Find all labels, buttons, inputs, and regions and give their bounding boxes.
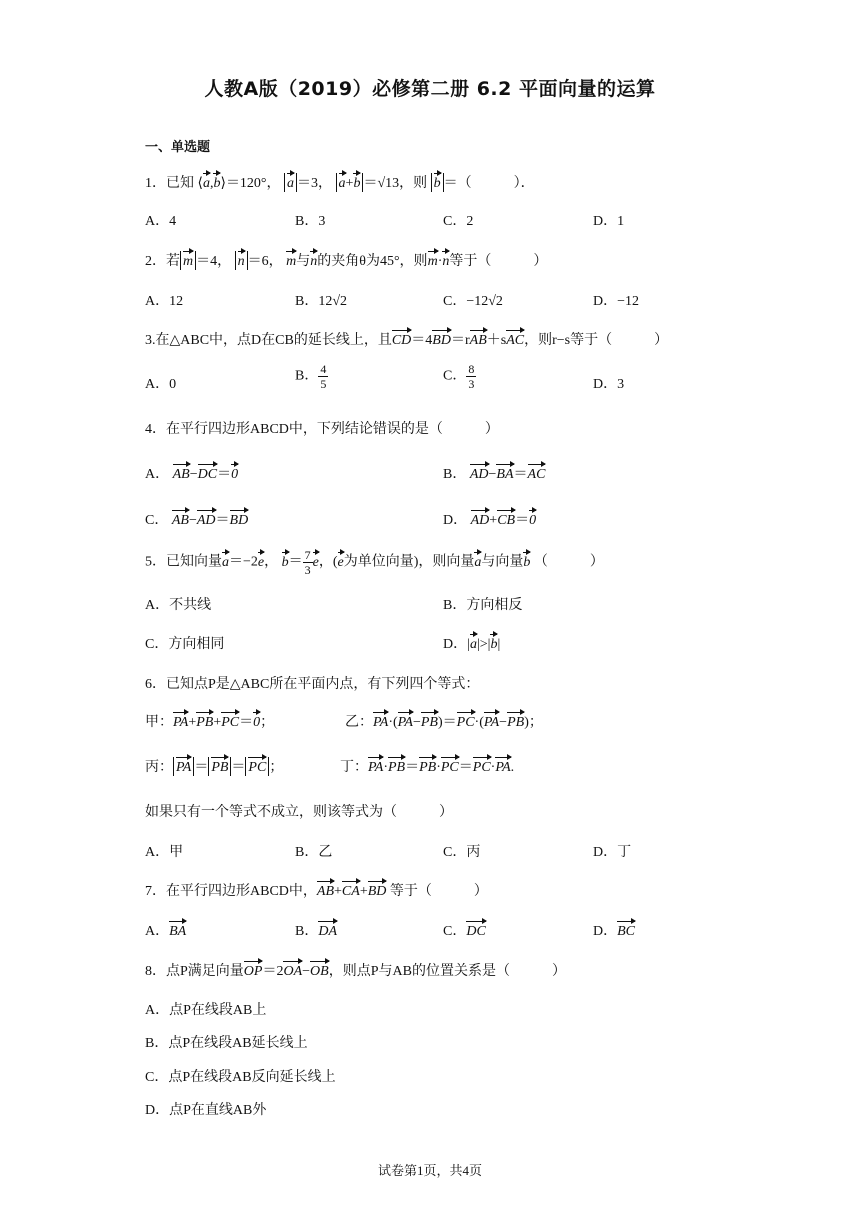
question-5	[145, 548, 604, 577]
abs-a-plus-b: a+b	[336, 173, 364, 192]
vec-ac: AC	[528, 464, 546, 483]
q7-option-d[interactable]	[593, 920, 635, 940]
q7-option-d-label: D．	[593, 924, 618, 939]
q6-option-a[interactable]: A．甲	[145, 845, 184, 860]
q4-option-b[interactable]: B． AD−BA＝AC	[443, 463, 545, 483]
vec-cd: CD	[392, 330, 411, 349]
q8-option-a[interactable]: A．点P在线段AB上	[145, 1003, 267, 1018]
q8-option-c[interactable]: C．点P在线段AB反向延长线上	[145, 1070, 336, 1085]
q5-text-7: 与向量	[481, 554, 524, 570]
q1-text-2: ＝120°，	[225, 176, 281, 191]
vec-e-3: e	[338, 552, 344, 571]
q8-text-3: ，则点P与AB的位置关系是（ ）	[328, 964, 566, 979]
vec-oa: OA	[283, 961, 302, 980]
vec-pa: PA	[368, 757, 383, 776]
vec-ab: AB	[317, 881, 334, 900]
vec-e-2: e	[313, 552, 319, 571]
vec-cb: CB	[497, 510, 515, 529]
q1-option-a[interactable]: A．4	[145, 214, 177, 229]
vec-ad: AD	[470, 464, 489, 483]
question-2: 2．若 m ＝4， n ＝6， m与n的夹角θ为45°，则m·n等于（ ）	[145, 250, 547, 270]
q8-text: 8．点P满足向量	[145, 964, 244, 979]
fraction-8-3	[466, 362, 476, 391]
q2-text-5: 的夹角θ为45°，则	[317, 254, 428, 269]
vec-n-2: n	[442, 251, 449, 270]
angle-expression: ⟨a,b⟩	[198, 176, 226, 191]
vec-bd: BD	[368, 881, 387, 900]
vec-pb: PB	[507, 712, 524, 731]
q3-option-b-label: B．	[295, 368, 319, 384]
vec-b: b	[282, 552, 289, 571]
vec-m-2: m	[428, 251, 438, 270]
q4-option-d[interactable]: D． AD+CB＝0	[443, 509, 536, 529]
vec-pc: PC	[473, 757, 491, 776]
q5-text-2: ＝−2	[229, 554, 258, 570]
q5-text-8: （ ）	[533, 554, 604, 570]
q4-option-a[interactable]: A． AB−DC＝0	[145, 463, 238, 483]
zero-vector: 0	[253, 712, 260, 731]
fraction-denominator: 3	[468, 377, 475, 391]
vec-ob: OB	[310, 961, 329, 980]
vec-bd: BD	[432, 330, 451, 349]
vec-a-2: a	[474, 552, 481, 571]
label-yi: 乙：	[345, 715, 373, 730]
q3-text: 3.在△ABC中，点D在CB的延长线上，且	[145, 333, 392, 348]
q2-text-4: 与	[296, 254, 311, 269]
vec-m: m	[286, 251, 296, 270]
q5-text-6: 为单位向量)，则向量	[343, 554, 475, 570]
q5-option-a[interactable]: A．不共线	[145, 598, 212, 613]
vec-e: e	[258, 552, 264, 571]
label-ding: 丁：	[340, 760, 368, 775]
q7-text-2: 等于（ ）	[389, 884, 488, 899]
abs-a: a	[284, 173, 297, 192]
vec-dc: DC	[198, 464, 217, 483]
q7-option-b-label: B．	[295, 924, 319, 939]
q5-text-4: ＝	[288, 554, 303, 570]
q1-option-d[interactable]: D．1	[593, 214, 625, 229]
vec-b: b	[490, 634, 497, 653]
q8-option-d[interactable]: D．点P在直线AB外	[145, 1103, 267, 1118]
q7-option-b[interactable]	[295, 920, 337, 940]
vec-dc: DC	[466, 921, 485, 940]
vec-pb: PB	[421, 712, 438, 731]
fraction-denominator: 5	[320, 377, 327, 391]
vec-pb: PB	[388, 757, 405, 776]
abs-n: n	[235, 251, 248, 270]
vec-pb: PB	[419, 757, 436, 776]
fraction-numerator: 4	[320, 362, 327, 376]
q1-text-4: ＝√13，则	[363, 176, 428, 191]
vec-a: a	[470, 634, 477, 653]
abs-b: b	[431, 173, 444, 192]
vec-ac: AC	[506, 330, 524, 349]
equation-ding: 丁：PA·PB＝PB·PC＝PC·PA.	[340, 756, 514, 776]
q1-text-3: ＝3，	[297, 176, 333, 191]
q5-option-d[interactable]: D．|a|>|b|	[443, 633, 500, 653]
vec-b-2: b	[523, 552, 530, 571]
q5-text: 5．已知向量	[145, 554, 222, 570]
q7-option-a-label: A．	[145, 924, 170, 939]
fraction-numerator: 8	[468, 362, 475, 376]
equation-yi: 乙：PA·(PA−PB)＝PC·(PA−PB)；	[345, 711, 543, 731]
vec-pa: PA	[484, 712, 499, 731]
q3-option-a[interactable]: A．0	[145, 377, 177, 392]
question-1	[145, 172, 535, 192]
question-4: 4．在平行四边形ABCD中，下列结论错误的是（ ）	[145, 422, 499, 437]
vec-pc: PC	[457, 712, 475, 731]
vec-a: a	[222, 552, 229, 571]
q2-text-2: ＝4，	[196, 254, 232, 269]
q2-option-d[interactable]: D．−12	[593, 294, 640, 309]
q3-text-2: ＝4	[411, 333, 433, 348]
q5-text-3: ，	[264, 554, 279, 570]
q3-text-3: ＝r	[450, 333, 470, 348]
q2-option-b[interactable]: B．12√2	[295, 294, 348, 309]
vec-pc: PC	[221, 712, 239, 731]
q1-option-b[interactable]: B．3	[295, 214, 326, 229]
vec-ba: BA	[496, 464, 513, 483]
vec-pc: PC	[441, 757, 459, 776]
vec-pa: PA	[398, 712, 413, 731]
fraction-numerator: 7	[304, 548, 311, 562]
q6-option-b[interactable]: B．乙	[295, 845, 333, 860]
vec-ab: AB	[173, 464, 190, 483]
q6-instruction: 如果只有一个等式不成立，则该等式为（ ）	[145, 805, 453, 820]
q5-option-d-label: D．	[443, 637, 468, 652]
q2-text-3: ＝6，	[247, 254, 283, 269]
q6-option-d[interactable]: D．丁	[593, 845, 632, 860]
fraction-4-5	[318, 362, 328, 391]
abs-pc: PC	[245, 757, 269, 776]
q4-option-b-label: B．	[443, 467, 467, 482]
q2-option-c[interactable]: C．−12√2	[443, 294, 503, 309]
q4-option-c[interactable]: C． AB−AD＝BD	[145, 509, 248, 529]
section-heading: 一、单选题	[145, 140, 211, 155]
zero-vector: 0	[529, 510, 536, 529]
q5-text-5: ，(	[318, 554, 338, 570]
q3-text-5: ，则r−s等于（ ）	[524, 333, 669, 348]
q2-text: 2．若	[145, 254, 180, 269]
vec-ad: AD	[471, 510, 490, 529]
q3-option-b[interactable]	[295, 362, 328, 391]
label-bing: 丙：	[145, 760, 173, 775]
label-jia: 甲：	[145, 715, 173, 730]
q3-text-4: ＋s	[486, 333, 507, 348]
q8-text-2: ＝2	[262, 964, 284, 979]
vec-bd: BD	[230, 510, 249, 529]
vec-ab: AB	[172, 510, 189, 529]
q3-option-c[interactable]	[443, 362, 476, 391]
vec-n: n	[310, 251, 317, 270]
question-3	[145, 329, 668, 349]
zero-vector: 0	[231, 464, 238, 483]
question-8: 8．点P满足向量OP＝2OA−OB，则点P与AB的位置关系是（ ）	[145, 960, 566, 980]
fraction-denominator: 3	[304, 563, 311, 577]
q8-option-b[interactable]: B．点P在线段AB延长线上	[145, 1036, 308, 1051]
question-7: 7．在平行四边形ABCD中，AB+CA+BD 等于（ ）	[145, 880, 488, 900]
q5-option-c[interactable]: C．方向相同	[145, 637, 225, 652]
vec-pa: PA	[373, 712, 388, 731]
q3-option-d[interactable]: D．3	[593, 377, 625, 392]
q4-option-d-label: D．	[443, 513, 468, 528]
vec-pa: PA	[495, 757, 510, 776]
q1-text: 1．已知	[145, 176, 194, 191]
page-title: 人教A版（2019）必修第二册 6.2 平面向量的运算	[204, 78, 656, 100]
vec-ad: AD	[197, 510, 216, 529]
abs-pb: PB	[208, 757, 231, 776]
vec-bc: BC	[617, 921, 635, 940]
vec-ba: BA	[169, 921, 186, 940]
vec-ca: CA	[342, 881, 360, 900]
abs-pa: PA	[173, 757, 194, 776]
q7-option-c-label: C．	[443, 924, 467, 939]
q1-text-5: ＝（ ）．	[443, 176, 535, 191]
q2-option-a[interactable]: A．12	[145, 294, 184, 309]
q3-option-c-label: C．	[443, 368, 467, 384]
vec-ab: AB	[470, 330, 487, 349]
q6-option-c[interactable]: C．丙	[443, 845, 481, 860]
q7-option-c[interactable]	[443, 920, 486, 940]
equation-jia: 甲：PA+PB+PC＝0；	[145, 711, 274, 731]
q4-option-c-label: C．	[145, 513, 169, 528]
q7-text: 7．在平行四边形ABCD中，	[145, 884, 317, 899]
vec-op: OP	[244, 961, 263, 980]
q4-option-a-label: A．	[145, 467, 170, 482]
q7-option-a[interactable]	[145, 920, 186, 940]
q1-option-c[interactable]: C．2	[443, 214, 474, 229]
vec-pb: PB	[196, 712, 213, 731]
page-footer: 试卷第1页，共4页	[377, 1163, 482, 1178]
q5-option-b[interactable]: B．方向相反	[443, 598, 523, 613]
vec-da: DA	[318, 921, 337, 940]
abs-m: m	[180, 251, 196, 270]
fraction-7-3	[303, 548, 313, 577]
question-6: 6．已知点P是△ABC所在平面内点，有下列四个等式：	[145, 677, 480, 692]
equation-bing: 丙： PA ＝ PB ＝ PC ；	[145, 756, 283, 776]
vec-pa: PA	[173, 712, 188, 731]
q2-text-6: 等于（ ）	[449, 254, 548, 269]
